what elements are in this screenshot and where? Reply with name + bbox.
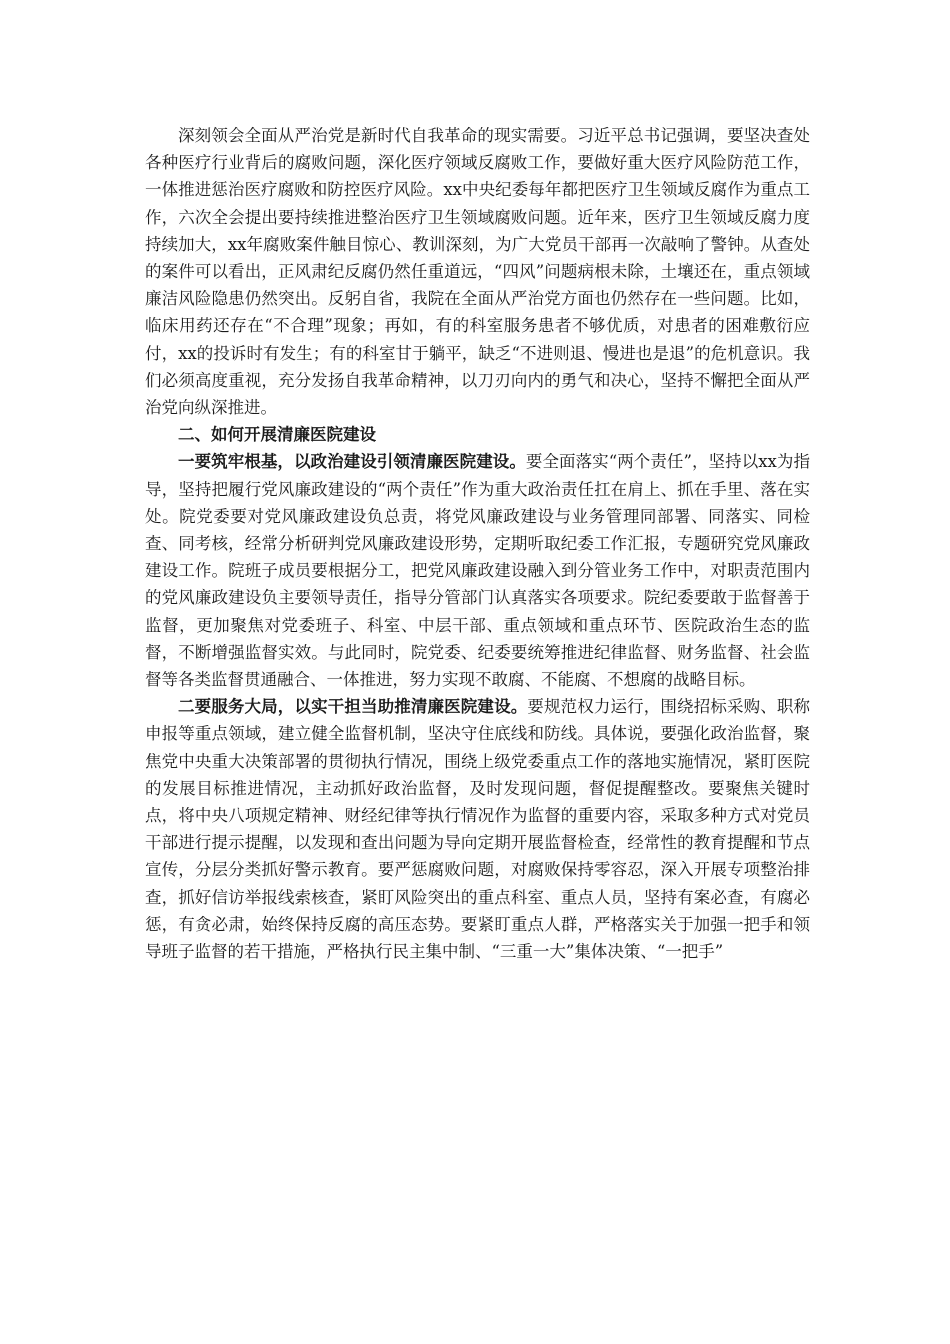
section-1-lead: 一要筑牢根基，以政治建设引领清廉医院建设。 — [178, 452, 526, 472]
section-2-lead: 二要服务大局，以实干担当助推清廉医院建设。 — [178, 697, 528, 717]
section-2-text: 要规范权力运行，围绕招标采购、职称申报等重点领域，建立健全监督机制，坚决守住底线和防线。具体说，要强化政治监督，聚焦党中央重大决策部署的贯彻执行情况，围绕上级党委重点工作的落地实施情况，紧盯医院的发展目标推进情况，主动抓好政治监督，及时发现问题，督促提醒整改。要聚焦关键时点，将中央八项规定精神、财经纪律等执行情况作为监督的重要内容，采取多种方式对党员干部进行提示提醒，以发现和查出问题为导向定期开展监督检查，经常性的教育提醒和节点宣传，分层分类抓好警示教育。要严惩腐败问题，对腐败保持零容忍，深入开展专项整治排查，抓好信访举报线索核查，紧盯风险突出的重点科室、重点人员，坚持有案必查，有腐必惩，有贪必肃，始终保持反腐的高压态势。要紧盯重点人群，严格落实关于加强一把手和领导班子监督的若干措施，严格执行民主集中制、“三重一大”集体决策、“一把手” — [145, 697, 811, 962]
section-paragraph-2 — [145, 693, 810, 965]
section-paragraph-1 — [145, 448, 810, 693]
intro-paragraph — [145, 122, 810, 421]
intro-paragraph-text: 深刻领会全面从严治党是新时代自我革命的现实需要。习近平总书记强调，要坚决查处各种医疗行业背后的腐败问题，深化医疗领域反腐败工作，要做好重大医疗风险防范工作，一体推进惩治医疗腐败和防控医疗风险。xx中央纪委每年都把医疗卫生领域反腐作为重点工作，六次全会提出要持续推进整治医疗卫生领域腐败问题。近年来，医疗卫生领域反腐力度持续加大，xx年腐败案件触目惊心、教训深刻，为广大党员干部再一次敲响了警钟。从查处的案件可以看出，正风肃纪反腐仍然任重道远，“四风”问题病根未除，土壤还在，重点领域廉洁风险隐患仍然突出。反躬自省，我院在全面从严治党方面也仍然存在一些问题。比如，临床用药还存在“不合理”现象；再如，有的科室服务患者不够优质，对患者的困难敷衍应付，xx的投诉时有发生；有的科室甘于躺平，缺乏“不进则退、慢进也是退”的危机意识。我们必须高度重视，充分发扬自我革命精神，以刀刃向内的勇气和决心，坚持不懈把全面从严治党向纵深推进。 — [145, 126, 810, 418]
section-heading: 二、如何开展清廉医院建设 — [178, 425, 376, 445]
document-body — [145, 122, 810, 965]
section-1-text: 要全面落实“两个责任”，坚持以xx为指导，坚持把履行党风廉政建设的“两个责任”作为重大政治责任扛在肩上、抓在手里、落在实处。院党委要对党风廉政建设负总责，将党风廉政建设与业务管理同部署、同落实、同检查、同考核，经常分析研判党风廉政建设形势，定期听取纪委工作汇报，专题研究党风廉政建设工作。院班子成员要根据分工，把党风廉政建设融入到分管业务工作中，对职责范围内的党风廉政建设负主要领导责任，指导分管部门认真落实各项要求。院纪委要敢于监督善于监督，更加聚焦对党委班子、科室、中层干部、重点领域和重点环节、医院政治生态的监督，不断增强监督实效。与此同时，院党委、纪委要统筹推进纪律监督、财务监督、社会监督等各类监督贯通融合、一体推进，努力实现不敢腐、不能腐、不想腐的战略目标。 — [145, 452, 810, 690]
